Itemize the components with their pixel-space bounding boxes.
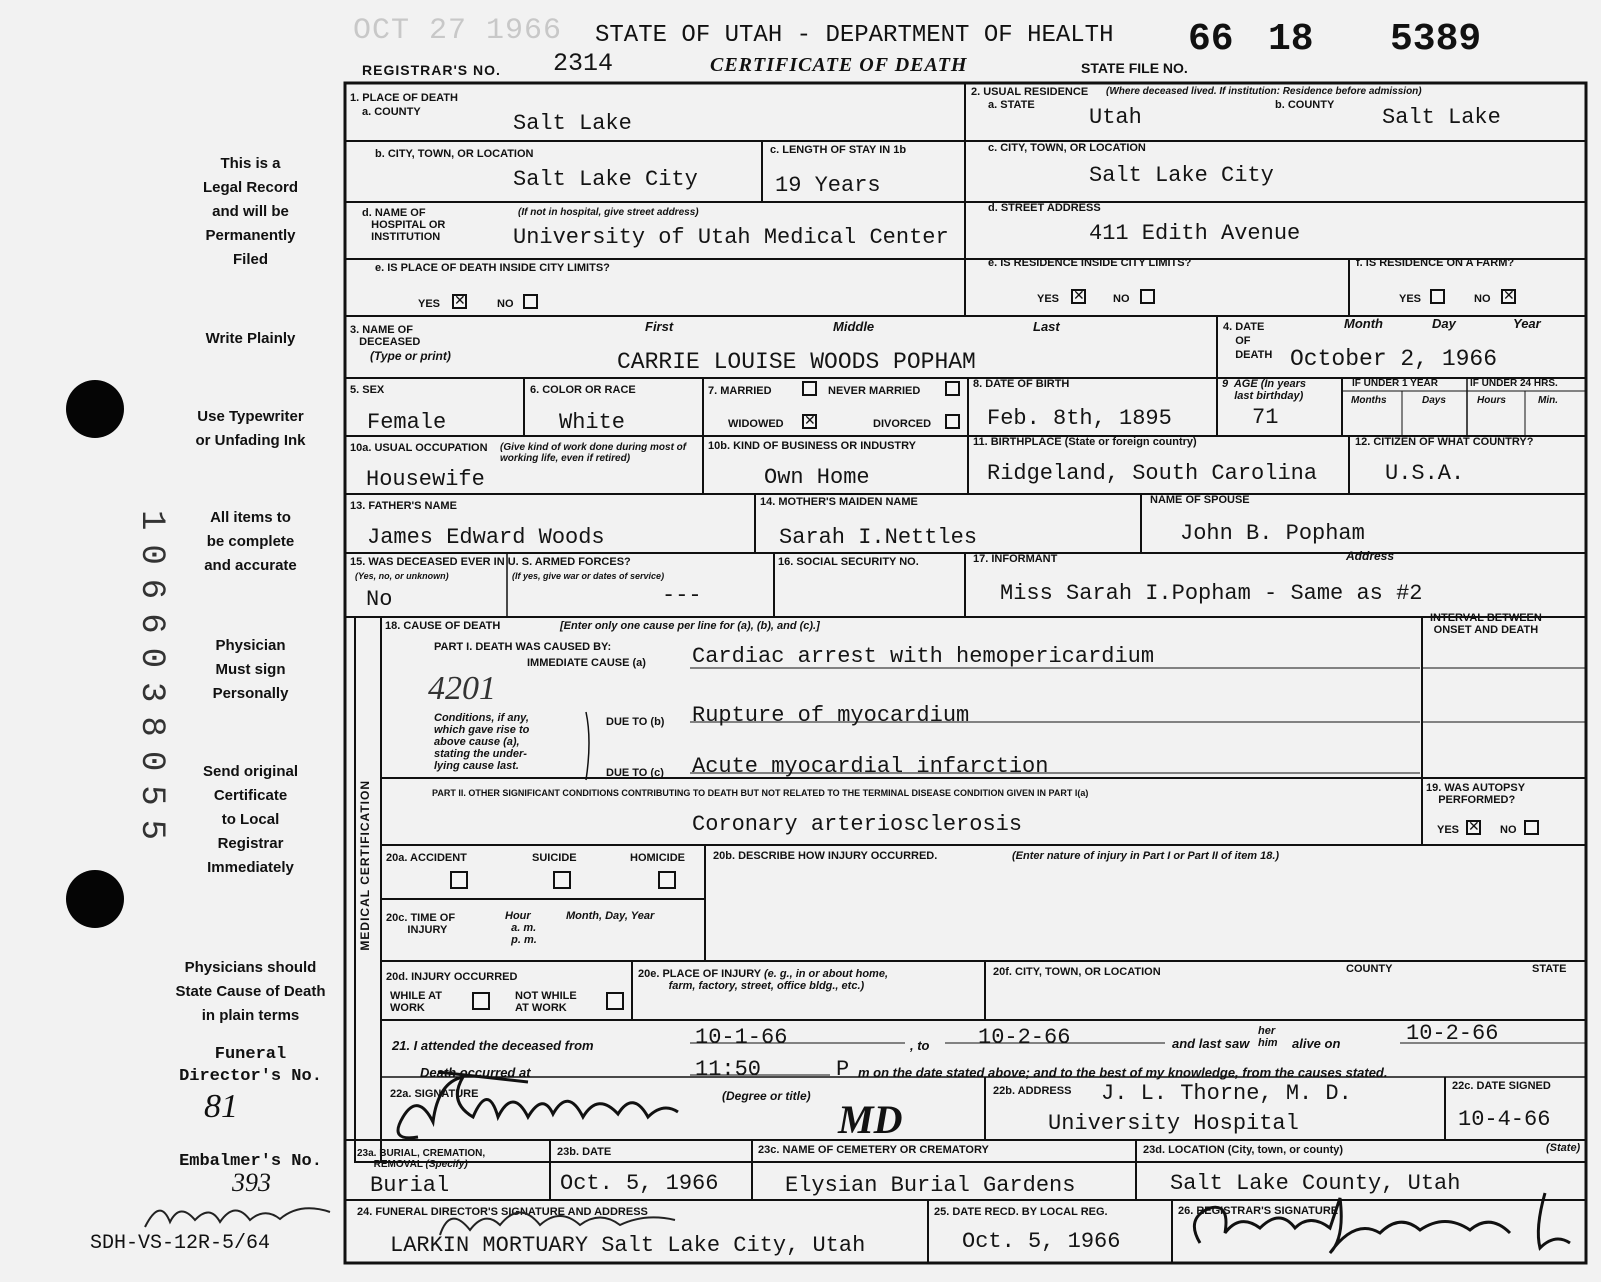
value-business: Own Home — [764, 465, 870, 490]
value-date-of-birth: Feb. 8th, 1895 — [987, 406, 1172, 431]
embalmer-label: Embalmer's No. — [179, 1152, 322, 1171]
value-date-signed: 10-4-66 — [1458, 1107, 1551, 1132]
label-hospital-note: (If not in hospital, give street address) — [518, 207, 699, 218]
value-length-of-stay: 19 Years — [775, 173, 881, 198]
value-death-time: 11:50 — [695, 1057, 762, 1082]
value-citizen: U.S.A. — [1385, 461, 1465, 486]
label-part-2: PART II. OTHER SIGNIFICANT CONDITIONS CONTRIBUTING TO DEATH BUT NOT RELATED TO THE TERMINAL DISEASE CONDITION GIVEN IN PART I(a) — [432, 788, 1089, 798]
checkbox-widowed[interactable]: ✕ — [804, 413, 816, 429]
label-year: Year — [1513, 316, 1541, 331]
label-middle: Middle — [833, 319, 875, 334]
label-social-security: 16. SOCIAL SECURITY NO. — [778, 556, 919, 568]
value-physician-name: J. L. Thorne, M. D. — [1101, 1081, 1352, 1106]
label-conditions: Conditions, if any, which gave rise to above cause (a), stating the under- lying cause last. — [434, 712, 530, 772]
side-note-complete: All items to be complete and accurate — [204, 509, 297, 574]
label-usual-occupation: 10a. USUAL OCCUPATION — [350, 442, 488, 454]
label-months: Months — [1351, 395, 1387, 406]
received-stamp: OCT 27 1966 — [353, 14, 563, 48]
label-inside-city-limits: e. IS PLACE OF DEATH INSIDE CITY LIMITS? — [375, 262, 610, 274]
label-injury-city: 20f. CITY, TOWN, OR LOCATION — [993, 966, 1161, 978]
side-note-write: Write Plainly — [205, 330, 296, 347]
label-mothers-maiden-name: 14. MOTHER'S MAIDEN NAME — [760, 496, 918, 508]
embalmer-signature — [140, 1192, 340, 1237]
label-death-occurred: Death occurred at — [420, 1065, 531, 1080]
label-injury-county: COUNTY — [1346, 963, 1393, 975]
value-occupation: Housewife — [366, 467, 485, 492]
certificate-heading: CERTIFICATE OF DEATH — [710, 54, 968, 76]
value-date-received: Oct. 5, 1966 — [962, 1229, 1121, 1254]
state-file-label: STATE FILE NO. — [1081, 60, 1188, 76]
checkbox-res-city-no[interactable] — [1140, 289, 1155, 304]
value-res-state: Utah — [1089, 105, 1142, 130]
label-part-1: PART I. DEATH WAS CAUSED BY: — [434, 641, 612, 653]
value-location: Salt Lake County, Utah — [1170, 1171, 1461, 1196]
label-hour: Hour a. m. p. m. — [505, 910, 537, 946]
label-signature: 22a. SIGNATURE — [390, 1088, 479, 1100]
label-place-of-death: 1. PLACE OF DEATH — [350, 92, 458, 104]
value-disposition: Burial — [370, 1173, 450, 1198]
label-autopsy-no: NO — [1500, 824, 1517, 836]
value-attended-from: 10-1-66 — [695, 1025, 788, 1050]
value-cause-b: Rupture of myocardium — [692, 703, 970, 728]
label-location-state: (State) — [1546, 1142, 1581, 1154]
label-res-city: c. CITY, TOWN, OR LOCATION — [988, 142, 1146, 154]
label-immediate-cause: IMMEDIATE CAUSE (a) — [527, 657, 646, 669]
label-divorced: DIVORCED — [873, 418, 932, 430]
label-attended-from: 21. I attended the deceased from — [392, 1038, 594, 1053]
checkbox-not-while-at-work[interactable] — [606, 992, 624, 1010]
label-name-of-spouse: NAME OF SPOUSE — [1150, 494, 1250, 506]
value-armed-forces: No — [366, 587, 393, 612]
checkbox-autopsy-no[interactable] — [1524, 820, 1539, 835]
label-city: b. CITY, TOWN, OR LOCATION — [375, 148, 534, 160]
embalmer-no: 393 — [232, 1168, 271, 1197]
checkbox-never-married[interactable] — [945, 381, 960, 396]
label-fathers-name: 13. FATHER'S NAME — [350, 500, 457, 512]
value-birthplace: Ridgeland, South Carolina — [987, 461, 1318, 486]
label-age: 9 AGE (In years last birthday) — [1222, 378, 1306, 402]
registrar-signature — [1180, 1178, 1590, 1258]
label-degree: (Degree or title) — [722, 1089, 811, 1103]
label-residence-note: (Where deceased lived. If institution: Residence before admission) — [1106, 86, 1422, 97]
label-under-24-hrs: IF UNDER 24 HRS. — [1470, 378, 1558, 389]
value-res-city: Salt Lake City — [1089, 163, 1274, 188]
label-county: a. COUNTY — [362, 106, 421, 118]
label-month-day-year: Month, Day, Year — [566, 910, 655, 922]
value-spouse: John B. Popham — [1180, 521, 1365, 546]
value-degree: MD — [838, 1097, 903, 1142]
handwritten-code: 4201 — [428, 670, 496, 707]
label-burial-date: 23b. DATE — [557, 1146, 612, 1158]
label-usual-residence: 2. USUAL RESIDENCE — [971, 86, 1089, 98]
value-county: Salt Lake — [513, 111, 632, 136]
value-mother: Sarah I.Nettles — [779, 525, 978, 550]
label-no-2: NO — [1113, 293, 1130, 305]
registrar-no: 2314 — [553, 49, 614, 78]
checkbox-suicide[interactable] — [553, 871, 571, 889]
label-hours: Hours — [1477, 395, 1506, 406]
label-res-county: b. COUNTY — [1275, 99, 1335, 111]
label-injury-occurred: 20d. INJURY OCCURRED — [386, 971, 518, 983]
label-cemetery: 23c. NAME OF CEMETERY OR CREMATORY — [758, 1144, 989, 1156]
label-date-of-death: 4. DATE OF DEATH — [1223, 321, 1273, 361]
value-alive-on: 10-2-66 — [1406, 1021, 1499, 1046]
label-no-1: NO — [497, 298, 514, 310]
checkbox-farm-yes[interactable] — [1430, 289, 1445, 304]
side-note-typewriter: Use Typewriter or Unfading Ink — [195, 408, 306, 449]
label-armed-note1: (Yes, no, or unknown) — [355, 571, 449, 581]
label-suicide: SUICIDE — [532, 852, 577, 864]
label-street-address: d. STREET ADDRESS — [988, 202, 1101, 214]
checkbox-inside-city-yes[interactable]: ✕ — [454, 293, 466, 309]
label-birthplace: 11. BIRTHPLACE (State or foreign country) — [973, 436, 1197, 448]
state-file-part-c: 5389 — [1390, 18, 1482, 61]
label-autopsy: 19. WAS AUTOPSY PERFORMED? — [1426, 782, 1526, 806]
label-due-to-c: DUE TO (c) — [606, 767, 664, 779]
label-under-1-year: IF UNDER 1 YEAR — [1352, 378, 1438, 389]
label-never-married: NEVER MARRIED — [828, 385, 921, 397]
side-note-send: Send original Certificate to Local Registrar Immediately — [202, 763, 298, 876]
label-month: Month — [1344, 316, 1383, 331]
value-father: James Edward Woods — [367, 525, 605, 550]
label-name-of-deceased: 3. NAME OF DECEASED — [350, 324, 421, 348]
value-race: White — [559, 410, 626, 435]
label-time-of-injury: 20c. TIME OF INJURY — [386, 912, 456, 936]
label-length-of-stay: c. LENGTH OF STAY IN 1b — [770, 144, 907, 156]
label-last: Last — [1033, 319, 1060, 334]
checkbox-accident[interactable] — [450, 871, 468, 889]
label-state: a. STATE — [988, 99, 1035, 111]
label-autopsy-yes: YES — [1437, 824, 1460, 836]
value-physician-address: University Hospital — [1048, 1111, 1299, 1136]
value-mortuary: LARKIN MORTUARY Salt Lake City, Utah — [390, 1233, 866, 1258]
label-min: Min. — [1538, 395, 1558, 406]
label-alive-on: alive on — [1292, 1036, 1341, 1051]
value-armed-dates: --- — [662, 583, 702, 608]
label-occupation-note: (Give kind of work done during most of working life, even if retired) — [500, 442, 687, 464]
label-accident: 20a. ACCIDENT — [386, 852, 467, 864]
label-on-date: m on the date stated above; and to the best of my knowledge, from the causes stated. — [858, 1065, 1388, 1080]
label-yes-3: YES — [1399, 293, 1422, 305]
label-armed-note2: (If yes, give war or dates of service) — [512, 571, 665, 581]
value-death-date: October 2, 1966 — [1290, 346, 1498, 372]
label-to: , to — [910, 1038, 930, 1053]
label-last-saw: and last saw — [1172, 1036, 1250, 1051]
label-address: Address — [1346, 549, 1395, 563]
punch-hole-bottom — [66, 870, 124, 928]
form-number: SDH-VS-12R-5/64 — [90, 1232, 271, 1255]
label-registrar-signature: 26. REGISTRAR'S SIGNATURE — [1178, 1205, 1339, 1217]
checkbox-farm-no[interactable]: ✕ — [1503, 288, 1515, 304]
form-title: STATE OF UTAH - DEPARTMENT OF HEALTH — [595, 22, 1114, 49]
label-cause-note: [Enter only one cause per line for (a), (b), and (c).] — [560, 620, 820, 632]
label-days: Days — [1422, 395, 1446, 406]
value-cause-a: Cardiac arrest with hemopericardium — [692, 644, 1155, 669]
value-res-county: Salt Lake — [1382, 105, 1501, 130]
label-disposition: 23a. BURIAL, CREMATION, REMOVAL (Specify) — [357, 1148, 486, 1170]
side-note-legal: This is a Legal Record and will be Permanently Filed — [202, 155, 299, 268]
checkbox-married[interactable] — [802, 381, 817, 396]
label-interval: INTERVAL BETWEEN ONSET AND DEATH — [1430, 612, 1542, 636]
registrar-label: REGISTRAR'S NO. — [362, 62, 501, 78]
label-kind-of-business: 10b. KIND OF BUSINESS OR INDUSTRY — [708, 440, 917, 452]
label-day: Day — [1432, 316, 1456, 331]
label-due-to-b: DUE TO (b) — [606, 716, 665, 728]
checkbox-res-city-yes[interactable]: ✕ — [1073, 288, 1085, 304]
label-yes-1: YES — [418, 298, 441, 310]
label-not-while-at-work: NOT WHILE AT WORK — [515, 990, 577, 1014]
label-date-signed: 22c. DATE SIGNED — [1452, 1080, 1551, 1092]
checkbox-inside-city-no[interactable] — [523, 294, 538, 309]
label-sex: 5. SEX — [350, 384, 385, 396]
label-res-inside-city: e. IS RESIDENCE INSIDE CITY LIMITS? — [988, 257, 1192, 269]
funeral-director-label: Funeral Director's No. — [179, 1045, 322, 1086]
value-attended-to: 10-2-66 — [978, 1025, 1071, 1050]
label-physician-address: 22b. ADDRESS — [993, 1085, 1072, 1097]
label-yes-2: YES — [1037, 293, 1060, 305]
value-street-address: 411 Edith Avenue — [1089, 221, 1301, 246]
value-cemetery: Elysian Burial Gardens — [785, 1173, 1076, 1198]
physician-signature — [378, 1062, 698, 1152]
side-note-physician: Physician Must sign Personally — [212, 637, 289, 702]
label-race: 6. COLOR OR RACE — [530, 384, 636, 396]
value-informant: Miss Sarah I.Popham - Same as #2 — [1000, 581, 1423, 606]
medical-certification-label: MEDICAL CERTIFICATION — [358, 780, 372, 951]
label-armed-forces: 15. WAS DECEASED EVER IN U. S. ARMED FORCES? — [350, 556, 631, 568]
side-note-cause: Physicians should State Cause of Death in plain terms — [175, 959, 326, 1024]
label-first: First — [645, 319, 674, 334]
label-homicide: HOMICIDE — [630, 852, 685, 864]
value-city: Salt Lake City — [513, 167, 698, 192]
label-citizen: 12. CITIZEN OF WHAT COUNTRY? — [1355, 436, 1534, 448]
label-describe-injury: 20b. DESCRIBE HOW INJURY OCCURRED. — [713, 850, 938, 862]
checkbox-while-at-work[interactable] — [472, 992, 490, 1010]
checkbox-divorced[interactable] — [945, 414, 960, 429]
label-widowed: WIDOWED — [728, 418, 784, 430]
state-file-part-a: 66 — [1188, 18, 1234, 61]
funeral-director-no: 81 — [204, 1088, 238, 1125]
label-injury-state: STATE — [1532, 963, 1567, 975]
label-location: 23d. LOCATION (City, town, or county) — [1143, 1144, 1344, 1156]
punch-hole-top — [66, 380, 124, 438]
label-place-of-injury: 20e. PLACE OF INJURY (e. g., in or about home, farm, factory, street, office bldg., etc.) — [638, 968, 888, 992]
label-cause-of-death: 18. CAUSE OF DEATH — [385, 620, 501, 632]
label-no-3: NO — [1474, 293, 1491, 305]
value-part-2: Coronary arteriosclerosis — [692, 812, 1023, 837]
vertical-serial: 1066038055 — [132, 510, 170, 855]
label-married: 7. MARRIED — [708, 385, 772, 397]
value-deceased-name: CARRIE LOUISE WOODS POPHAM — [617, 349, 976, 375]
label-while-at-work: WHILE AT WORK — [390, 990, 442, 1014]
value-am-pm: P — [836, 1057, 850, 1082]
value-hospital: University of Utah Medical Center — [513, 225, 949, 250]
label-informant: 17. INFORMANT — [973, 553, 1058, 565]
label-hospital: d. NAME OF HOSPITAL OR INSTITUTION — [362, 207, 446, 243]
label-date-received: 25. DATE RECD. BY LOCAL REG. — [934, 1206, 1108, 1218]
state-file-part-b: 18 — [1268, 18, 1314, 61]
label-her-him: her him — [1258, 1025, 1278, 1049]
checkbox-autopsy-yes[interactable]: ✕ — [1468, 819, 1480, 835]
label-date-of-birth: 8. DATE OF BIRTH — [973, 378, 1070, 390]
value-age: 71 — [1252, 405, 1279, 430]
label-funeral-director: 24. FUNERAL DIRECTOR'S SIGNATURE AND ADDRESS — [357, 1206, 648, 1218]
label-residence-farm: f. IS RESIDENCE ON A FARM? — [1356, 257, 1515, 269]
checkbox-homicide[interactable] — [658, 871, 676, 889]
label-type-or-print: (Type or print) — [370, 349, 451, 363]
value-sex: Female — [367, 410, 447, 435]
value-cause-c: Acute myocardial infarction — [692, 754, 1049, 779]
value-burial-date: Oct. 5, 1966 — [560, 1171, 719, 1196]
label-injury-note: (Enter nature of injury in Part I or Part II of item 18.) — [1012, 850, 1280, 862]
